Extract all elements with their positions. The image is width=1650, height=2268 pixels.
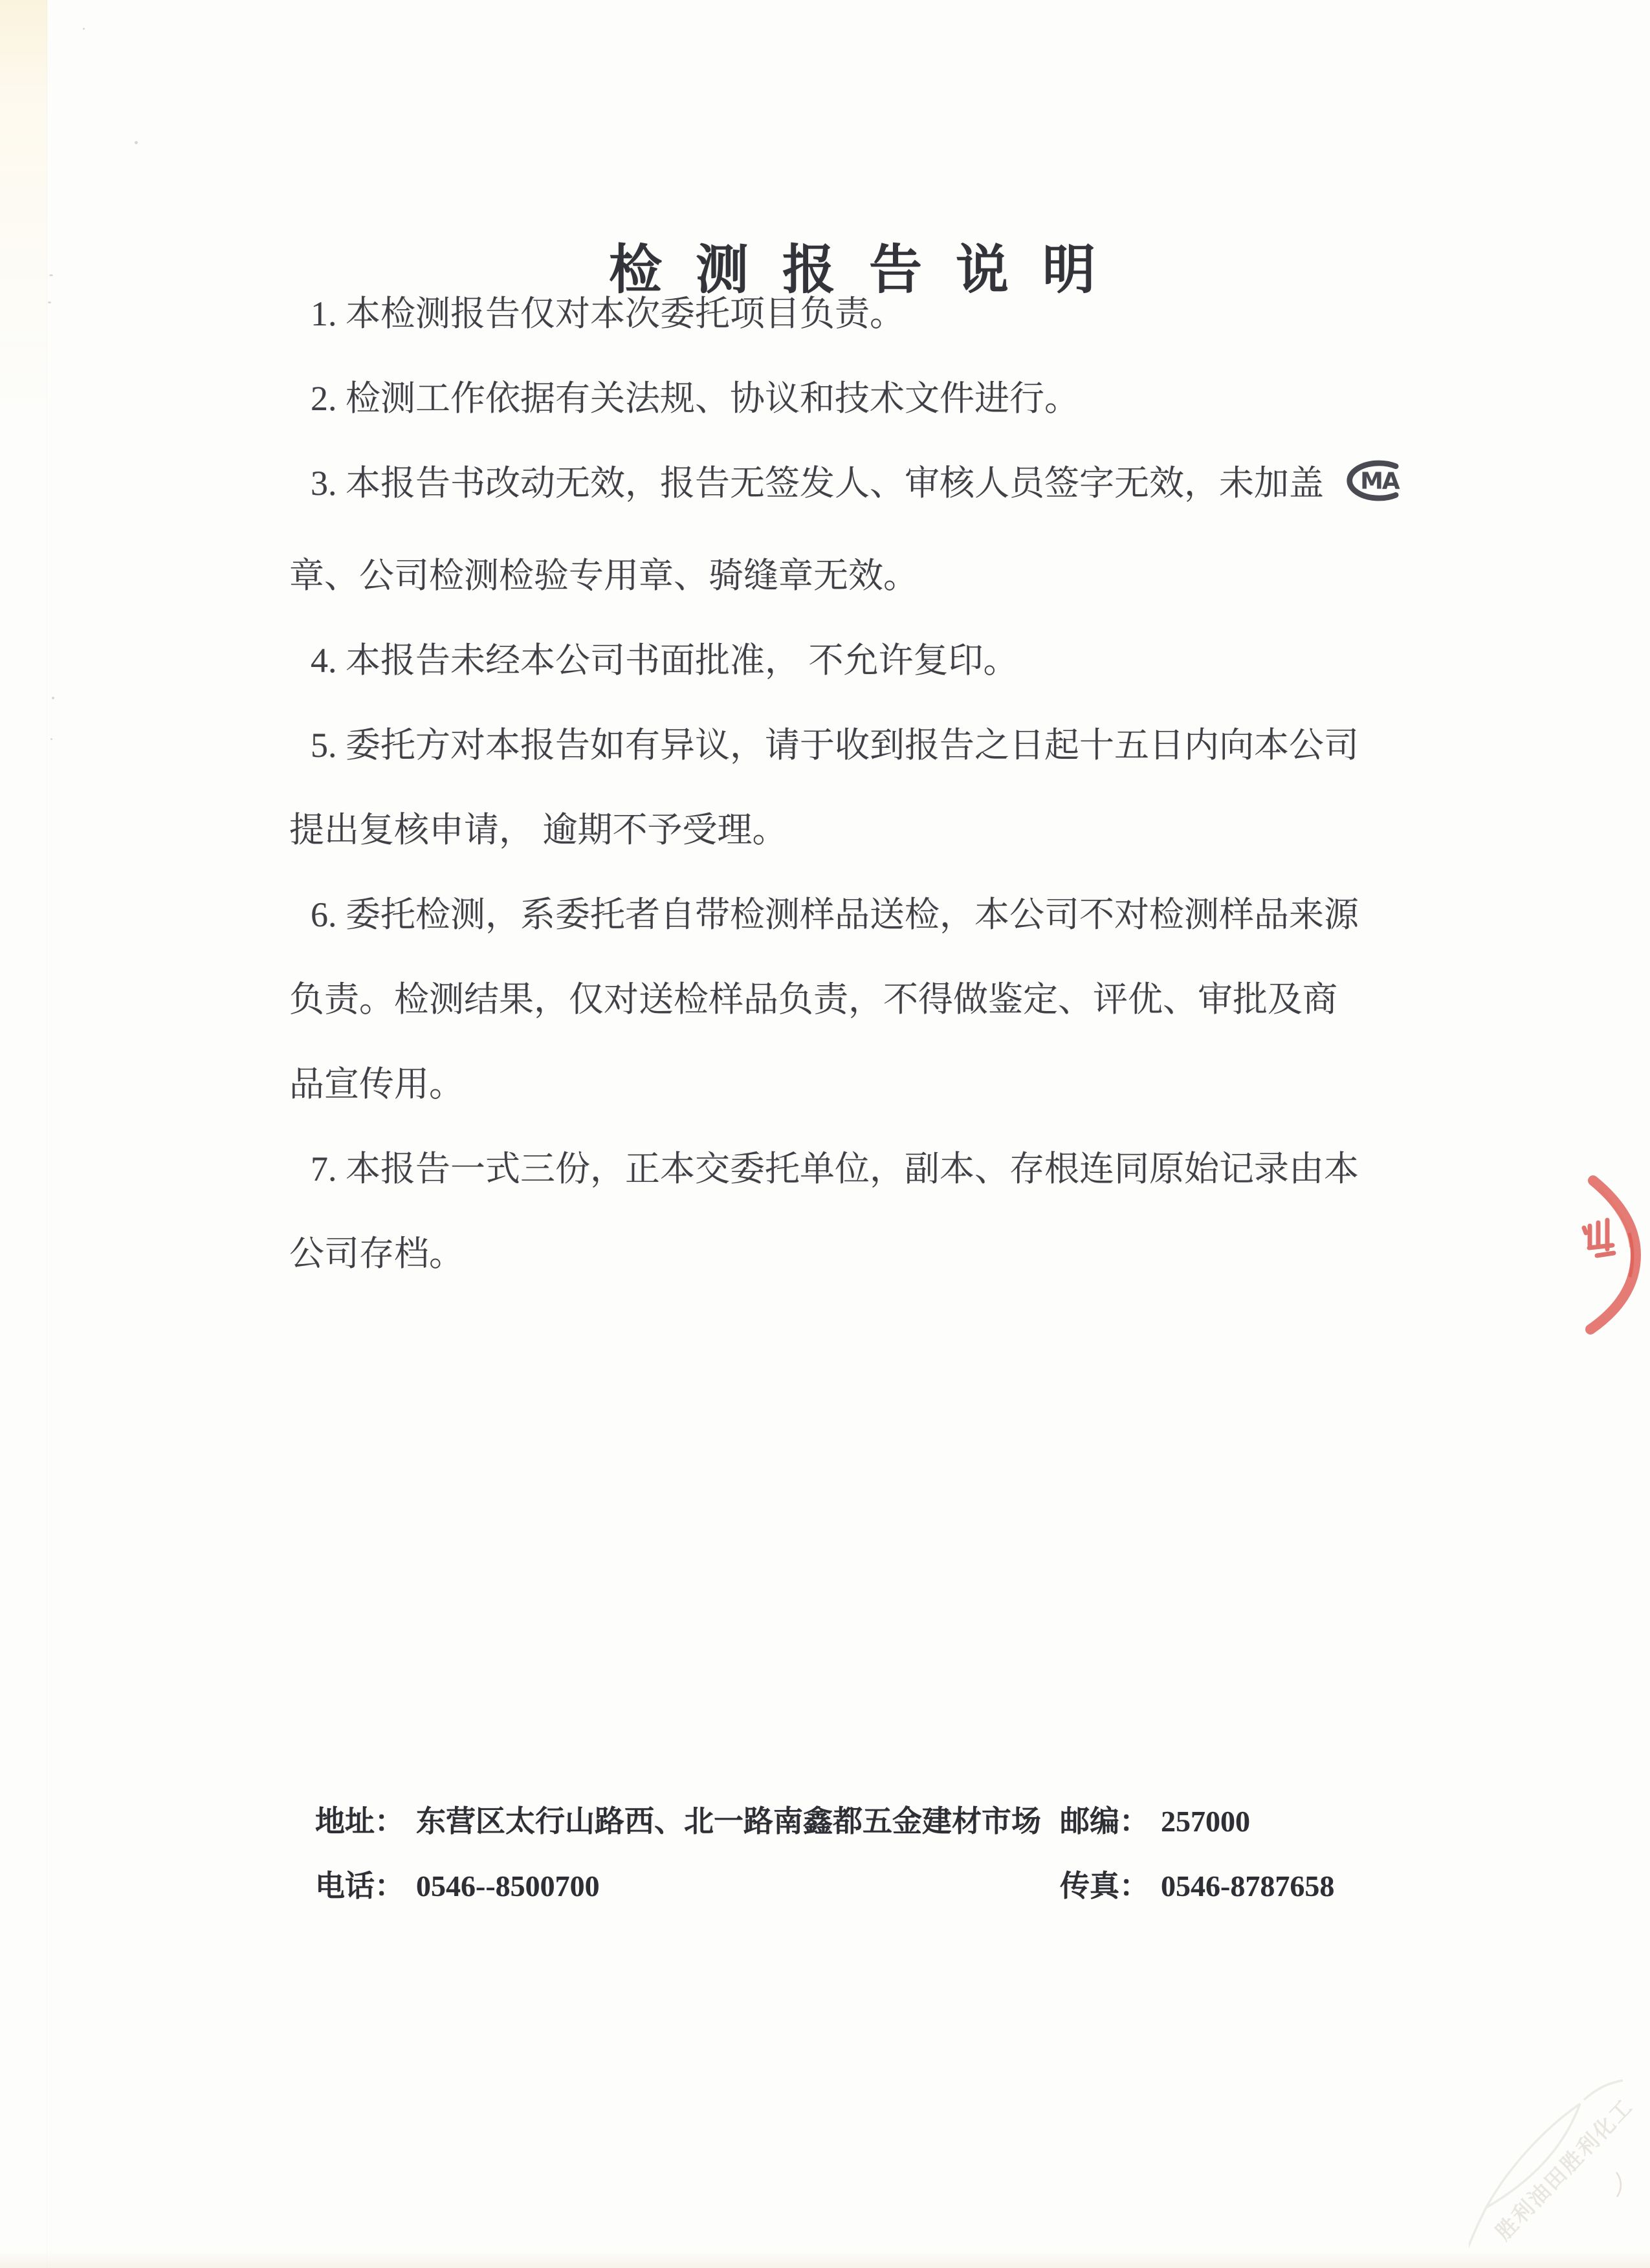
note-line: 公司存档。 [289,1234,464,1273]
scan-edge-shadow [0,0,47,2268]
phone-value: 0546--8500700 [416,1870,600,1903]
note-line [289,441,1402,534]
page-title: 检测报告说明 [608,240,1129,300]
note-line: 1. 本检测报告仅对本次委托项目负责。 [311,294,905,333]
phone-label: 电话： [315,1870,404,1903]
scan-bottom-shadow [0,2251,1650,2268]
note-line-text: 3. 本报告书改动无效，报告无签发人、审核人员签字无效，未加盖 [311,464,1324,503]
scan-speck [52,697,54,699]
notes-list [289,272,1402,1296]
scan-speck [48,301,51,303]
fax-field [1060,1868,1334,1904]
note-item-7 [289,1127,1402,1296]
scan-speck [83,28,85,30]
zip-label: 邮编： [1060,1805,1149,1838]
note-line: 2. 检测工作依据有关法规、协议和技术文件进行。 [311,379,1079,418]
red-seam-seal-fragment [1553,1163,1650,1339]
scan-speck [49,274,53,276]
scan-speck [135,141,138,144]
note-item-3 [289,441,1402,618]
address-value: 东营区太行山路西、北一路南鑫都五金建材市场 [416,1805,1041,1838]
note-item-1 [289,272,1402,356]
paper-watermark [1469,2044,1650,2268]
fax-value: 0546-8787658 [1161,1870,1335,1903]
scan-speck [50,738,52,740]
address-field [315,1804,1041,1840]
zip-value: 257000 [1161,1805,1250,1838]
note-line: 负责。检测结果，仅对送检样品负责，不得做鉴定、评优、审批及商 [289,980,1337,1019]
cma-certification-icon [1341,449,1416,534]
note-line: 7. 本报告一式三份，正本交委托单位，副本、存根连同原始记录由本 [311,1150,1359,1188]
watermark-text: 胜利油田胜利化工 [1491,2093,1638,2245]
note-item-2 [289,356,1402,441]
note-line: 提出复核申请， 逾期不予受理。 [289,811,787,849]
note-line: 章、公司检测检验专用章、骑缝章无效。 [289,556,918,595]
note-line: 4. 本报告未经本公司书面批准， 不允许复印。 [311,641,1018,680]
note-line: 6. 委托检测，系委托者自带检测样品送检，本公司不对检测样品来源 [311,895,1359,934]
address-label: 地址： [315,1805,404,1838]
note-item-5 [289,703,1402,873]
footer-address-row [0,1804,1650,1845]
note-item-6 [289,873,1402,1127]
fax-label: 传真： [1060,1870,1149,1903]
cma-mark-text: MA [1360,468,1399,495]
note-line: 品宣传用。 [289,1065,464,1104]
phone-field [315,1868,600,1904]
footer-phone-row [0,1868,1650,1910]
zip-field [1060,1804,1250,1840]
note-item-4 [289,618,1402,703]
note-line: 5. 委托方对本报告如有异议，请于收到报告之日起十五日内向本公司 [311,726,1359,765]
